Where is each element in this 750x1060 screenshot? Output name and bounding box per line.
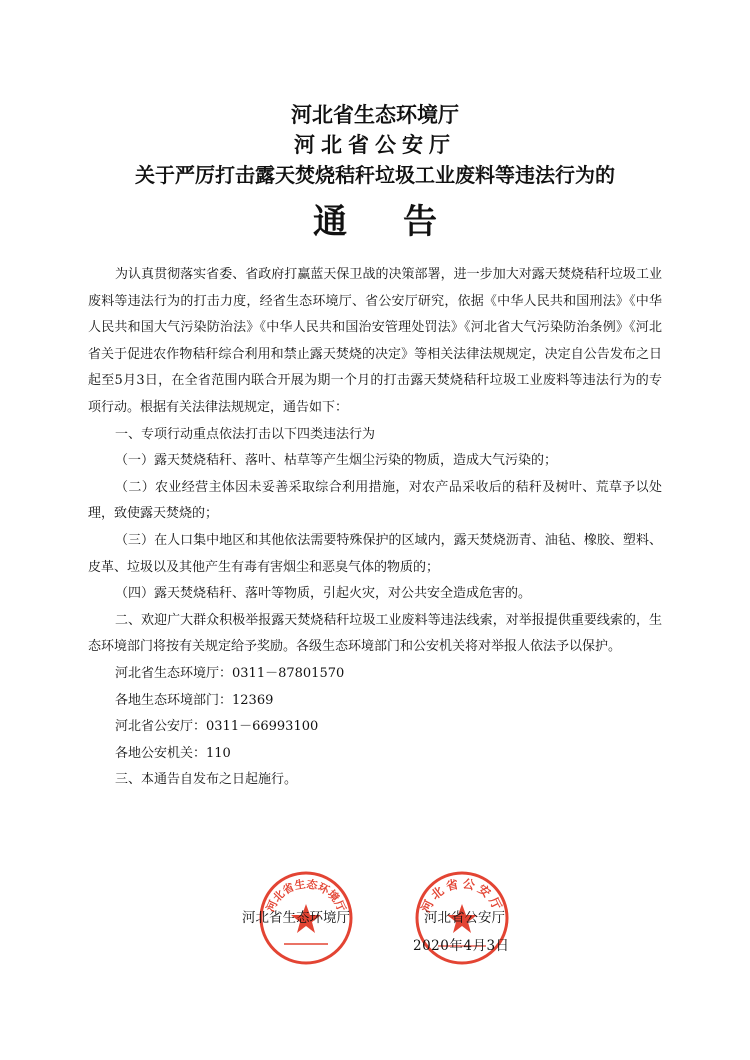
item-2: （二）农业经营主体因未妥善采取综合利用措施，对农产品采收后的秸秆及树叶、荒草予以处理，致使露天焚烧的；	[88, 479, 662, 522]
item-3: （三）在人口集中地区和其他依法需要特殊保护的区域内，露天焚烧沥青、油毡、橡胶、塑料、皮革、垃圾以及其他产生有毒有害烟尘和恶臭气体的物质的；	[88, 532, 662, 575]
notice-subject: 关于严厉打击露天焚烧秸秆垃圾工业废料等违法行为的	[135, 163, 615, 187]
notice-title: 通告	[313, 202, 493, 242]
section-2-paragraph: 二、欢迎广大群众积极举报露天焚烧秸秆垃圾工业废料等违法线索，对举报提供重要线索的，生态环境部门将按有关规定给予奖励。各级生态环境部门和公安机关将对举报人依法予以保护。	[88, 612, 662, 655]
item-1: （一）露天焚烧秸秆、落叶、枯草等产生烟尘污染的物质，造成大气污染的；	[115, 453, 558, 469]
issuer-2: 河北省公安厅	[294, 132, 456, 157]
tel-line-4: 各地公安机关：110	[115, 745, 231, 761]
svg-text:河北省生态环境厅: 河北省生态环境厅	[263, 877, 349, 914]
section-1-heading: 一、专项行动重点依法打击以下四类违法行为	[115, 426, 376, 442]
document-header	[0, 100, 750, 250]
tel-line-2: 各地生态环境部门：12369	[115, 692, 274, 708]
tel-line-3: 河北省公安厅：0311－66993100	[115, 719, 319, 735]
document-body	[88, 262, 662, 794]
section-3-paragraph: 三、本通告自发布之日起施行。	[115, 772, 298, 788]
signature-public-security-dept: 河北省公安厅	[424, 910, 505, 926]
item-4: （四）露天焚烧秸秆、落叶等物质，引起火灾，对公共安全造成危害的。	[115, 586, 532, 602]
issue-date: 2020年4月3日	[413, 938, 510, 954]
signature-environment-dept: 河北省生态环境厅	[242, 910, 350, 926]
tel-line-1: 河北省生态环境厅：0311－87801570	[115, 665, 345, 681]
issuer-1: 河北省生态环境厅	[291, 102, 459, 127]
svg-text:河北省公安厅: 河北省公安厅	[418, 876, 506, 915]
intro-paragraph: 为认真贯彻落实省委、省政府打赢蓝天保卫战的决策部署，进一步加大对露天焚烧秸秆垃圾工业废料等违法行为的打击力度，经省生态环境厅、省公安厅研究，依据《中华人民共和国刑法》《中华人民共和国大气污染防治法》《中华人民共和国治安管理处罚法》《河北省大气污染防治条例》《河北省关于促进农作物秸秆综合利用和禁止露天焚烧的决定》等相关法律法规规定，决定自公告发布之日起至5月3日，在全省范围内联合开展为期一个月的打击露天焚烧秸秆垃圾工业废料等违法行为的专项行动。根据有关法律法规规定，通告如下：	[88, 267, 662, 415]
